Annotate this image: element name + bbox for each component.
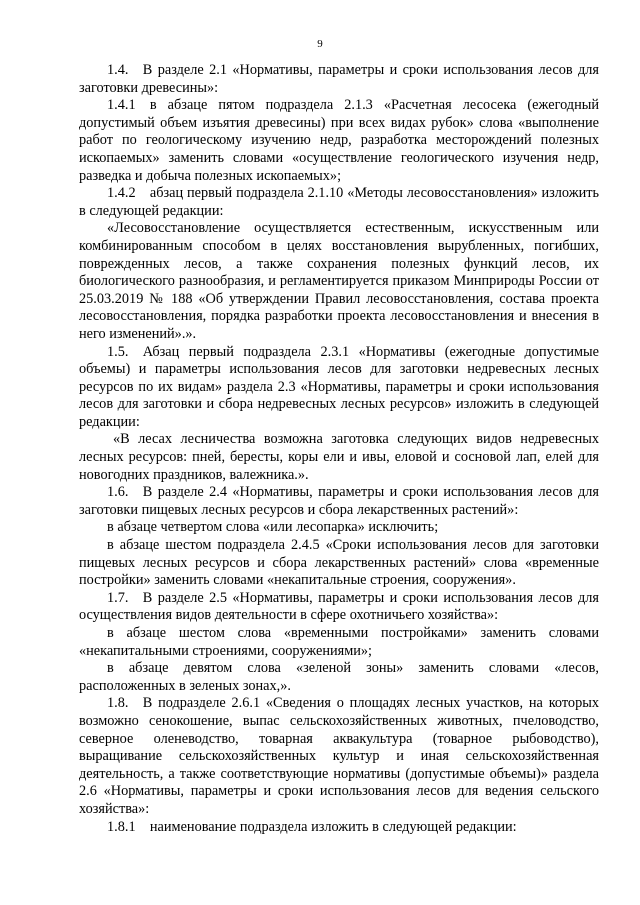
paragraph-1-8-1: 1.8.1 наименование подраздела изложить в следующей редакции: (107, 818, 517, 835)
paragraph-1-7: 1.7. В разделе 2.5 «Нормативы, параметры и сроки использования лесов для осуществления видов деятельности в сфере охотничьего хозяйства»: (79, 589, 599, 624)
paragraph-1-7-b: в абзаце девятом слова «зеленой зоны» заменить словами «лесов, расположенных в зеленых зонах,». (79, 660, 599, 694)
paragraph-quote-reforestation: «Лесовосстановление осуществляется естественным, искусственным или комбинированным способом в целях восстановления вырубленных, погибших, поврежденных лесов, а также сохранения полезных функций лесов, их биологического разнообразия, и регламентируется приказом Минприроды России от 25.03.2019 № 188 «Об утверждении Правил лесовосстановления, состава проекта лесовосстановления, порядка разработки проекта лесовосстановления и внесения в него изменений».». (79, 220, 599, 342)
paragraph-1-5: 1.5. Абзац первый подраздела 2.3.1 «Нормативы (ежегодные допустимые объемы) и параметры использования лесов для заготовки недревесных лесных ресурсов по их видам» раздела 2.3 «Нормативы, параметры и сроки использования лесов для заготовки и сбора недревесных лесных ресурсов» изложить в следующей редакции: (79, 343, 599, 430)
document-body (79, 62, 599, 836)
paragraph-1-4-2: 1.4.2 абзац первый подраздела 2.1.10 «Методы лесовосстановления» изложить в следующей редакции: (79, 185, 599, 219)
paragraph-1-7-a: в абзаце шестом слова «временными постройками» заменить словами «некапитальными строениями, сооружениями»; (79, 625, 599, 659)
paragraph-quote-non-timber: «В лесах лесничества возможна заготовка следующих видов недревесных лесных ресурсов: пней, бересты, коры ели и ивы, еловой и сосновой лап, елей для новогодних праздников, валежника.». (79, 431, 599, 483)
paragraph-1-4-1: 1.4.1 в абзаце пятом подраздела 2.1.3 «Расчетная лесосека (ежегодный допустимый объем изъятия древесины) при всех видах рубок» слова «выполнение работ по геологическому изучению недр, разработка месторождений полезных ископаемых» заменить словами «осуществление геологического изучения недр, разведка и добыча полезных ископаемых»; (79, 97, 599, 184)
paragraph-1-4: 1.4. В разделе 2.1 «Нормативы, параметры и сроки использования лесов для заготовки древесины»: (79, 62, 599, 96)
paragraph-1-8: 1.8. В подразделе 2.6.1 «Сведения о площадях лесных участков, на которых возможно сенокошение, выпас сельскохозяйственных животных, пчеловодство, северное оленеводство, товарная аквакультура (товарное рыбоводство), выращивание сельскохозяйственных культур и иная сельскохозяйственная деятельность, а также соответствующие нормативы (допустимые объемы)» раздела 2.6 «Нормативы, параметры и сроки использования лесов для ведения сельского хозяйства»: (79, 695, 599, 817)
paragraph-1-6-b: в абзаце шестом подраздела 2.4.5 «Сроки использования лесов для заготовки пищевых лесных ресурсов и сбора лекарственных растений» слова «временные постройки» заменить словами «некапитальные строения, сооружения». (79, 537, 599, 589)
paragraph-1-6-a: в абзаце четвертом слова «или лесопарка» исключить; (107, 519, 439, 536)
page-number: 9 (317, 38, 323, 50)
paragraph-1-6: 1.6. В разделе 2.4 «Нормативы, параметры и сроки использования лесов для заготовки пищевых лесных ресурсов и сбора лекарственных растений»: (79, 484, 599, 518)
